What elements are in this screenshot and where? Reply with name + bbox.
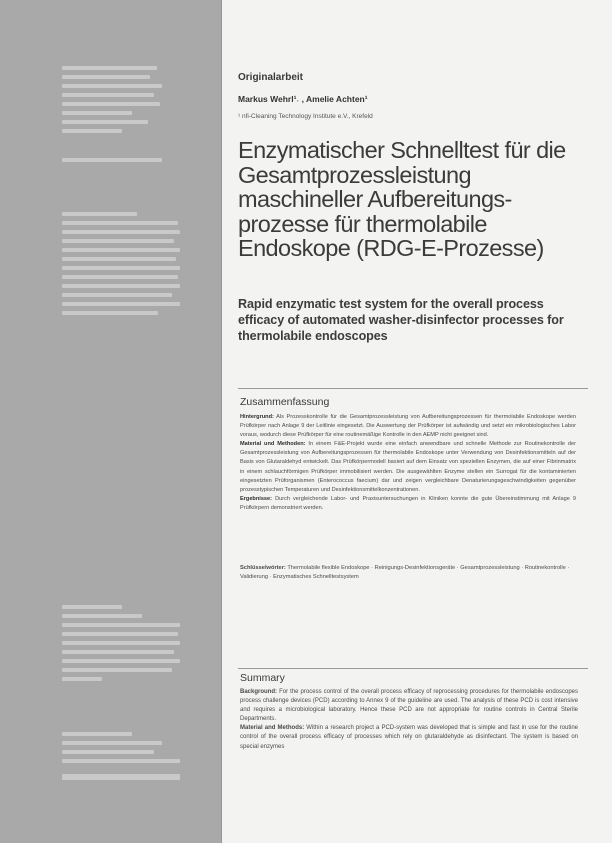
summary-paragraph-material bbox=[240, 724, 578, 751]
sidebar-block-contact bbox=[62, 66, 182, 138]
section-divider bbox=[238, 388, 588, 389]
keywords-text: Thermolabile flexible Endoskope · Reinigungs-Desinfektionsgeräte · Gesamtprozessleistung · Routinekontrolle · Validierung · Enzymatisches Schnelltestsystem bbox=[240, 565, 570, 580]
sidebar-block-dates bbox=[62, 732, 182, 768]
zusammenfassung-body bbox=[240, 413, 576, 513]
keywords-block bbox=[240, 564, 576, 582]
text-material: In einem F&E-Projekt wurde eine einfach anwendbare und schnelle Methode zur Routinekontrolle der Gesamtprozessleistung von Aufbereitungsprozessen für thermolabile Endoskope unter Verwendung von Desinfektionsmitteln auf der Basis von Glutaraldehyd entwickelt. Das Prüfkörpermodell basiert auf dem Einsatz von speziellen Enzymen, die auf einer Fibrinmatrix in einem schlauchförmigen Prüfkörper immobilisiert werden. Die ausgewählten Enzyme stellen ein Surrogat für die kontaminierten eingesetzten Prüforganismen (Enterococcus faecium) dar und zeigen vergleichbare Denaturierungsgeschwindigkeiten gegenüber prozesstypischen Temperaturen und Desinfektionsmittelkonzentrationen. bbox=[240, 441, 576, 493]
sidebar-block-note bbox=[62, 158, 182, 167]
label-ergebnisse: Ergebnisse: bbox=[240, 495, 273, 502]
abstract-paragraph-material bbox=[240, 440, 576, 495]
article-title-english: Rapid enzymatic test system for the overall process efficacy of automated washer-disinfector processes for thermolabile endoscopes bbox=[238, 297, 564, 343]
sidebar-panel bbox=[0, 0, 222, 843]
sidebar-block-text bbox=[62, 212, 182, 320]
section-divider-summary bbox=[238, 668, 588, 669]
abstract-paragraph-hintergrund bbox=[240, 413, 576, 440]
sidebar-block-doi bbox=[62, 774, 182, 785]
summary-body bbox=[240, 688, 578, 752]
article-affiliation: ¹ nfi-Cleaning Technology Institute e.V., Krefeld bbox=[238, 113, 373, 120]
abstract-paragraph-ergebnisse bbox=[240, 495, 576, 513]
label-material-en: Material and Methods: bbox=[240, 725, 305, 732]
label-hintergrund: Hintergrund: bbox=[240, 414, 274, 420]
article-authors: Markus Wehrl¹˒ , Amelie Achten¹ bbox=[238, 94, 368, 104]
article-category: Originalarbeit bbox=[238, 72, 304, 83]
zusammenfassung-heading: Zusammenfassung bbox=[240, 396, 330, 408]
text-hintergrund: Als Prozesskontrolle für die Gesamtprozessleistung von Aufbereitungsprozessen für thermolabile Endoskope werden Prüfkörper nach Anlage 9 der Leitlinie eingesetzt. Die Auswertung der Prüfkörper ist aufwändig und setzt ein mikrobiologisches Labor voraus, wodurch diese Prüfkörper für eine routinemäßige Kontrolle in den AEMP nicht geeignet sind. bbox=[240, 414, 576, 439]
label-background: Background: bbox=[240, 689, 278, 695]
text-material-en: Within a research project a PCD-system was developed that is simple and fast in use for the routine control of the overall process efficacy of processes which rely on glutaraldehyde as disinfectant. The system is based on special enzymes bbox=[240, 725, 578, 750]
sidebar-block-citation bbox=[62, 605, 182, 686]
label-material: Material und Methoden: bbox=[240, 441, 306, 448]
text-background: For the process control of the overall process efficacy of reprocessing procedures for thermolabile endoscopes process challenge devices (PCD) according to Annex 9 of the guideline are used. The analysis of these PCD is cost intensive and requires a microbiological laboratory. Hence these PCD are not appropriate for routine controls in Central Sterile Departments. bbox=[240, 689, 579, 723]
keywords-label: Schlüsselwörter: bbox=[240, 565, 286, 571]
summary-paragraph-background bbox=[240, 688, 578, 724]
summary-heading: Summary bbox=[240, 672, 285, 684]
article-title-german: Enzymatischer Schnelltest für die Gesamtprozessleistung maschineller Aufbereitungs-prozesse für thermolabile Endoskope (RDG-E-Prozesse) bbox=[238, 137, 566, 262]
text-ergebnisse: Durch vergleichende Labor- und Praxisuntersuchungen in Kliniken konnte die gute Übereinstimmung mit Anlage 9 Prüfkörpern demonstriert werden. bbox=[240, 495, 576, 511]
